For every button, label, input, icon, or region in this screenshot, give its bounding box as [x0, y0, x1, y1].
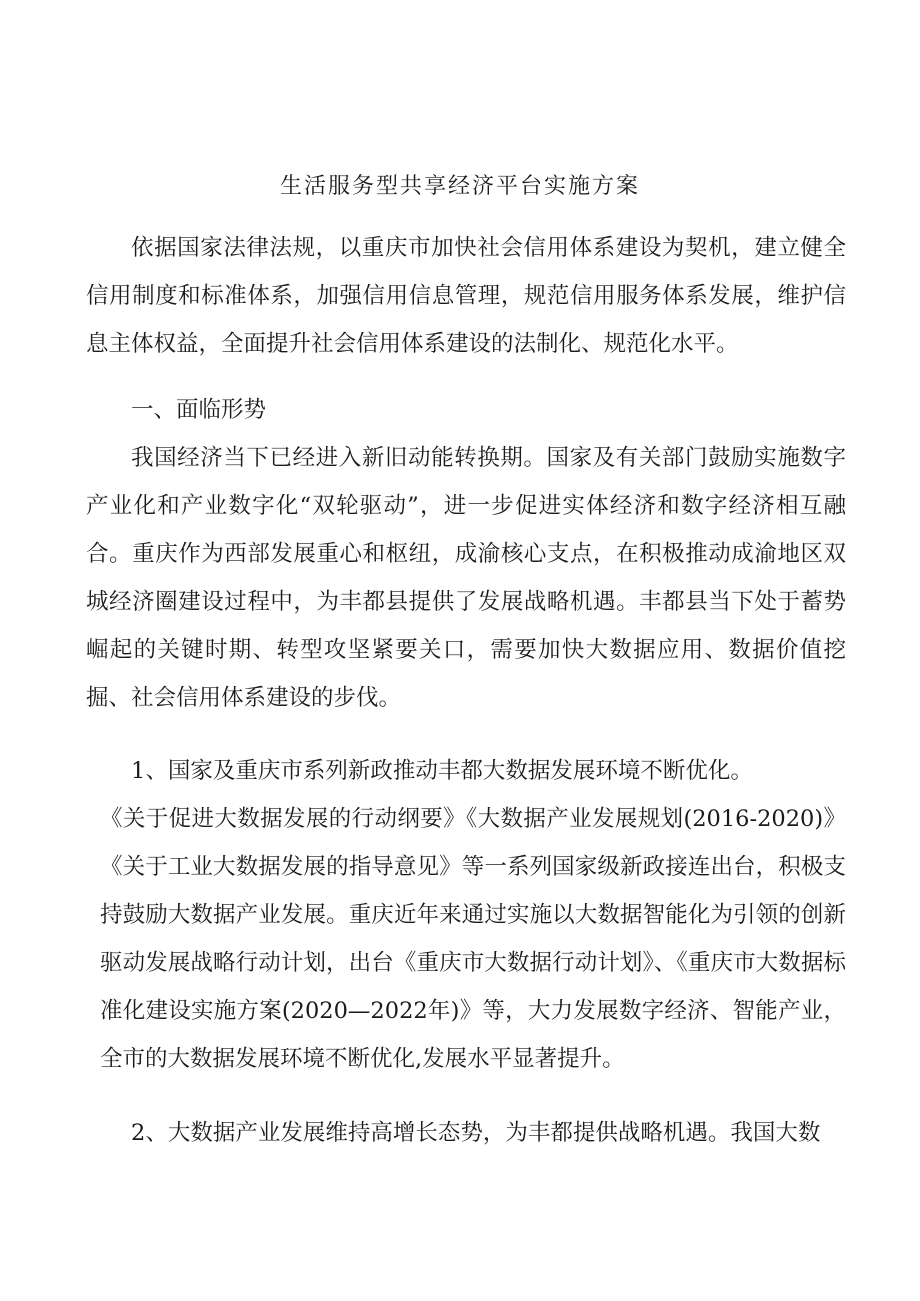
intro-paragraph: 依据国家法律法规，以重庆市加快社会信用体系建设为契机，建立健全信用制度和标准体系，加强信用信息管理，规范信用服务体系发展，维护信息主体权益，全面提升社会信用体系建设的法制化、规范化水平。 — [86, 235, 846, 357]
section-heading: 一、面临形势 — [131, 397, 267, 423]
subsection-1-title: 1、国家及重庆市系列新政推动丰都大数据发展环境不断优化。 — [131, 758, 753, 784]
subsection-1-body: 《关于促进大数据发展的行动纲要》《大数据产业发展规划(2016-2020)》《关于工业大数据发展的指导意见》等一系列国家级新政接连出台，积极支持鼓励大数据产业发展。重庆近年来通过实施以大数据智能化为引领的创新驱动发展战略行动计划，出台《重庆市大数据行动计划》、《重庆市大数据标准化建设实施方案(2020—2022年)》等，大力发展数字经济、智能产业，全市的大数据发展环境不断优化,发展水平显著提升。 — [100, 806, 846, 1072]
situation-paragraph: 我国经济当下已经进入新旧动能转换期。国家及有关部门鼓励实施数字产业化和产业数字化“双轮驱动”，进一步促进实体经济和数字经济相互融合。重庆作为西部发展重心和枢纽，成渝核心支点，在积极推动成渝地区双城经济圈建设过程中，为丰都县提供了发展战略机遇。丰都县当下处于蓄势崛起的关键时期、转型攻坚紧要关口，需要加快大数据应用、数据价值挖掘、社会信用体系建设的步伐。 — [86, 445, 846, 711]
subsection-2-paragraph: 2、大数据产业发展维持高增长态势，为丰都提供战略机遇。我国大数 — [131, 1120, 821, 1146]
document-title: 生活服务型共享经济平台实施方案 — [279, 174, 640, 199]
